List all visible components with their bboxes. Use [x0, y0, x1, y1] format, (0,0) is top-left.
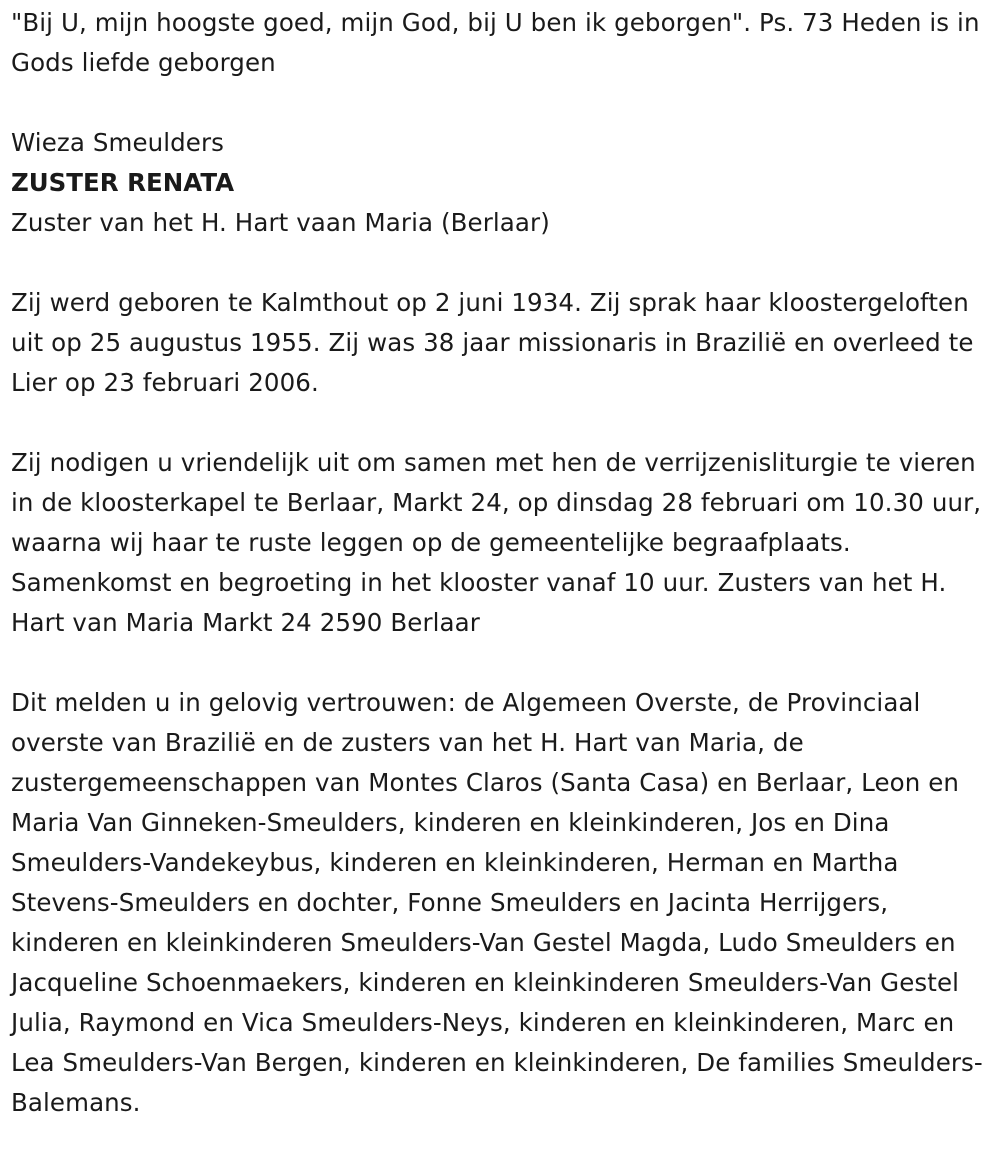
spacer	[11, 643, 993, 683]
opening-quote: "Bij U, mijn hoogste goed, mijn God, bij U ben ik geborgen". Ps. 73 Heden is in Gods liefde geborgen	[11, 8, 980, 77]
birth-name: Wieza Smeulders	[11, 128, 225, 157]
obituary-notice	[11, 3, 993, 1123]
spacer	[11, 243, 993, 283]
biography-paragraph: Zij werd geboren te Kalmthout op 2 juni 1934. Zij sprak haar kloostergeloften uit op 25 augustus 1955. Zij was 38 jaar missionaris in Brazilië en overleed te Lier op 23 februari 2006.	[11, 288, 974, 397]
invitation-paragraph: Zij nodigen u vriendelijk uit om samen met hen de verrijzenisliturgie te vieren in de kloosterkapel te Berlaar, Markt 24, op dinsdag 28 februari om 10.30 uur, waarna wij haar te ruste leggen op de gemeentelijke begraafplaats. Samenkomst en begroeting in het klooster vanaf 10 uur. Zusters van het H. Hart van Maria Markt 24 2590 Berlaar	[11, 448, 982, 637]
congregation-line: Zuster van het H. Hart vaan Maria (Berlaar)	[11, 208, 550, 237]
spacer	[11, 83, 993, 123]
spacer	[11, 403, 993, 443]
religious-name-heading: ZUSTER RENATA	[11, 168, 235, 197]
mourners-paragraph: Dit melden u in gelovig vertrouwen: de Algemeen Overste, de Provinciaal overste van Brazilië en de zusters van het H. Hart van Maria, de zustergemeenschappen van Montes Claros (Santa Casa) en Berlaar, Leon en Maria Van Ginneken-Smeulders, kinderen en kleinkinderen, Jos en Dina Smeulders-Vandekeybus, kinderen en kleinkinderen, Herman en Martha Stevens-Smeulders en dochter, Fonne Smeulders en Jacinta Herrijgers, kinderen en kleinkinderen Smeulders-Van Gestel Magda, Ludo Smeulders en Jacqueline Schoenmaekers, kinderen en kleinkinderen Smeulders-Van Gestel Julia, Raymond en Vica Smeulders-Neys, kinderen en kleinkinderen, Marc en Lea Smeulders-Van Bergen, kinderen en kleinkinderen, De families Smeulders-Balemans.	[11, 688, 983, 1117]
